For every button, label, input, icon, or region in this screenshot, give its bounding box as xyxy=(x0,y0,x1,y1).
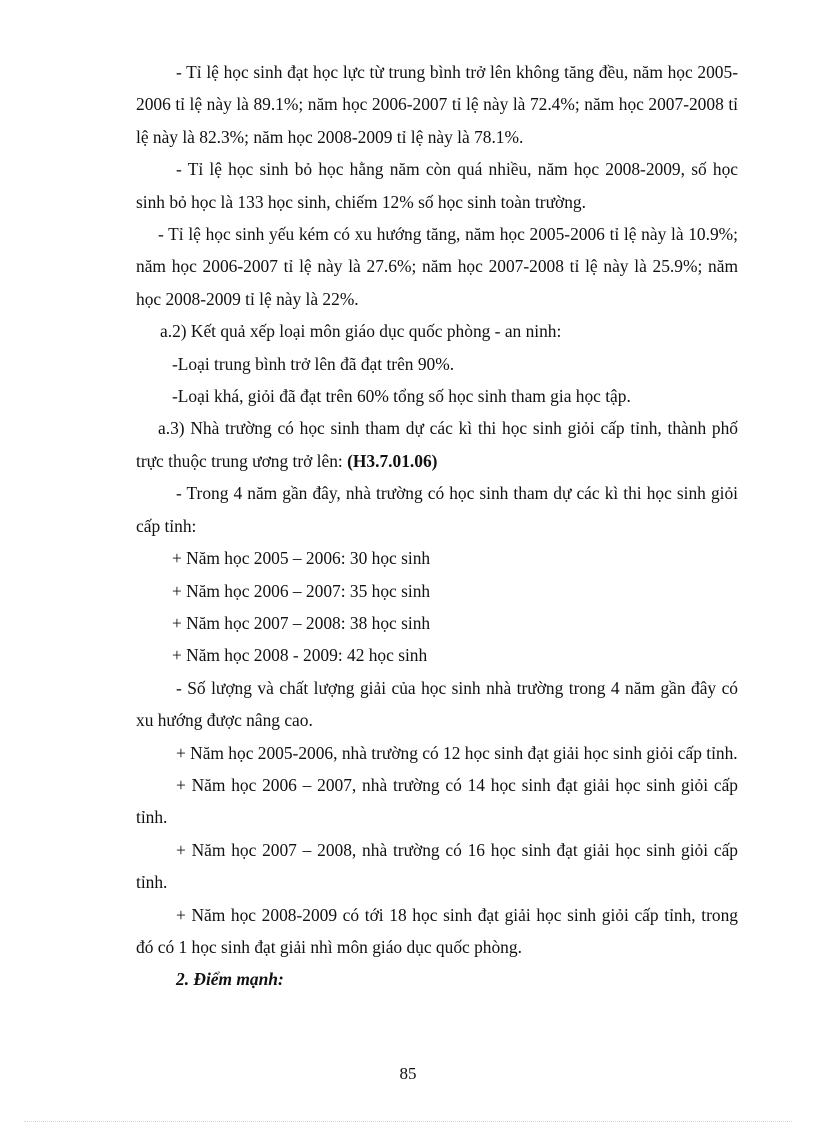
evidence-code: (H3.7.01.06) xyxy=(347,450,438,471)
list-item-award-2006: + Năm học 2006 – 2007, nhà trường có 14 học sinh đạt giải học sinh giỏi cấp tỉnh. xyxy=(136,774,738,828)
paragraph-a2-title: a.2) Kết quả xếp loại môn giáo dục quốc phòng - an ninh: xyxy=(160,321,562,342)
document-body xyxy=(136,56,738,996)
section-heading-strengths: 2. Điểm mạnh: xyxy=(176,969,284,990)
paragraph-good-excellent: -Loại khá, giỏi đã đạt trên 60% tổng số học sinh tham gia học tập. xyxy=(172,386,631,407)
paragraph-average-above: -Loại trung bình trở lên đã đạt trên 90%. xyxy=(172,353,455,374)
list-item-year-2008: + Năm học 2008 - 2009: 42 học sinh xyxy=(172,645,428,666)
list-item-year-2007: + Năm học 2007 – 2008: 38 học sinh xyxy=(172,612,431,633)
paragraph-dropout-rate: - Tỉ lệ học sinh bỏ học hằng năm còn quá nhiều, năm học 2008-2009, số học sinh bỏ học là 133 học sinh, chiếm 12% số học sinh toàn trường. xyxy=(136,159,738,212)
paragraph-pass-rate: - Tỉ lệ học sinh đạt học lực từ trung bình trở lên không tăng đều, năm học 2005-2006 tỉ lệ này là 89.1%; năm học 2006-2007 tỉ lệ này là 72.4%; năm học 2007-2008 tỉ lệ này là 82.3%; năm học 2008-2009 tỉ lệ này là 78.1%. xyxy=(136,62,738,147)
list-item-year-2006: + Năm học 2006 – 2007: 35 học sinh xyxy=(172,580,431,601)
list-item-award-2007: + Năm học 2007 – 2008, nhà trường có 16 học sinh đạt giải học sinh giỏi cấp tỉnh. xyxy=(136,839,738,893)
list-item-year-2005: + Năm học 2005 – 2006: 30 học sinh xyxy=(172,548,431,569)
paragraph-award-quality: - Số lượng và chất lượng giải của học sinh nhà trường trong 4 năm gần đây có xu hướng được nâng cao. xyxy=(136,677,738,731)
list-item-award-2008: + Năm học 2008-2009 có tới 18 học sinh đạt giải học sinh giỏi cấp tỉnh, trong đó có 1 học sinh đạt giải nhì môn giáo dục quốc phòng. xyxy=(136,904,738,957)
list-item-award-2005: + Năm học 2005-2006, nhà trường có 12 học sinh đạt giải học sinh giỏi cấp tỉnh. xyxy=(176,742,738,763)
paragraph-four-years: - Trong 4 năm gần đây, nhà trường có học sinh tham dự các kì thi học sinh giỏi cấp tỉnh: xyxy=(136,483,738,536)
paragraph-a3-title xyxy=(136,412,738,477)
page-number: 85 xyxy=(399,1064,417,1083)
page-border-dotted xyxy=(24,1121,792,1122)
paragraph-weak-rate: - Tỉ lệ học sinh yếu kém có xu hướng tăng, năm học 2005-2006 tỉ lệ này là 10.9%; năm học 2006-2007 tỉ lệ này là 27.6%; năm học 2007-2008 tỉ lệ này là 25.9%; năm học 2008-2009 tỉ lệ này là 22%. xyxy=(136,224,738,309)
a3-text: a.3) Nhà trường có học sinh tham dự các kì thi học sinh giỏi cấp tỉnh, thành phố trực thuộc trung ương trở lên: xyxy=(136,418,738,471)
